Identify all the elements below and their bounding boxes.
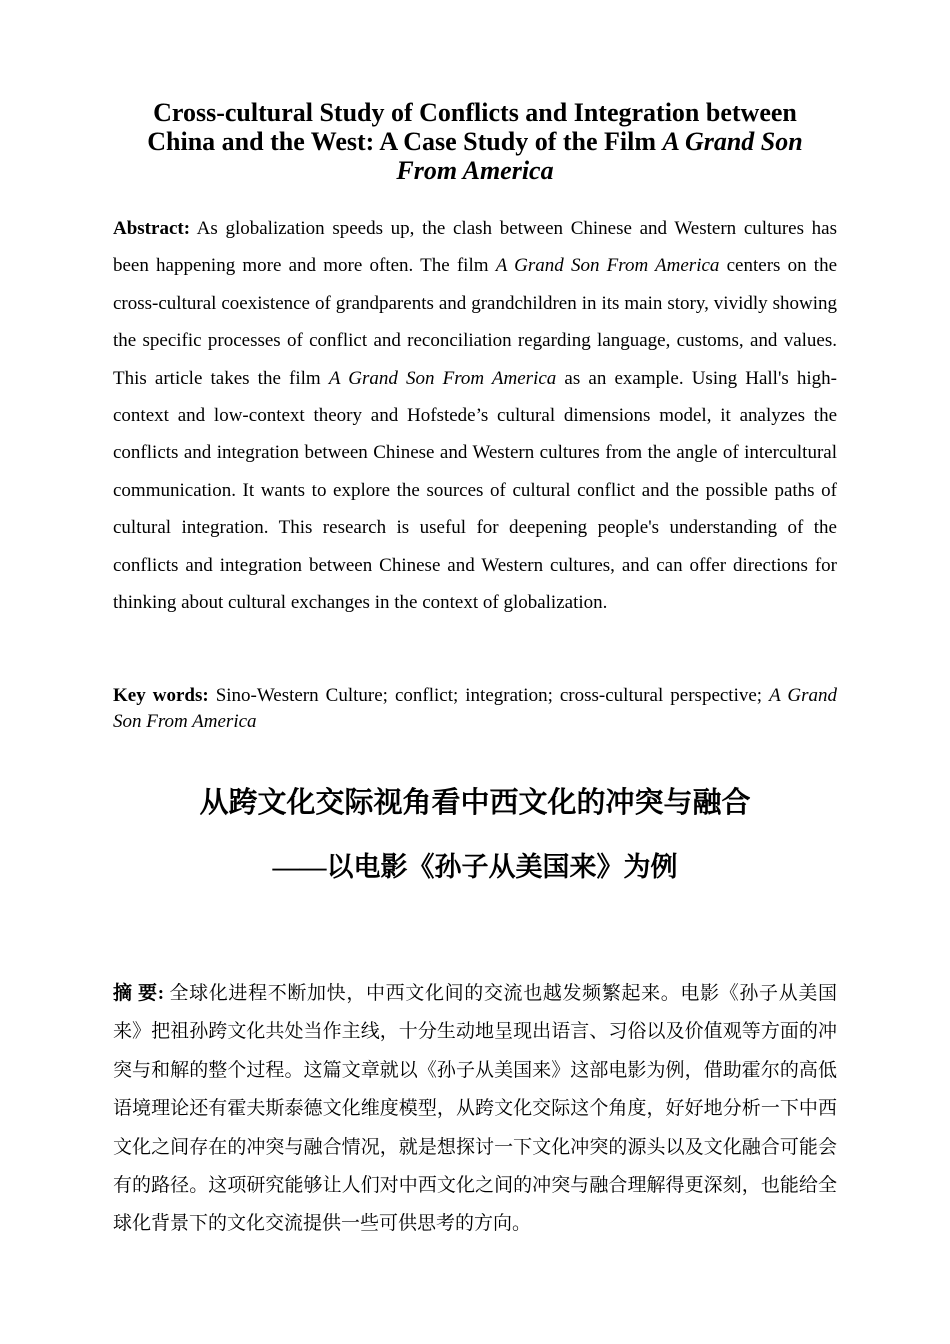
chinese-subtitle: ——以电影《孙子从美国来》为例 [272, 852, 678, 882]
keywords-text: Sino-Western Culture; conflict; integration; cross-cultural perspective; [208, 685, 770, 706]
abstract-label: Abstract: [113, 218, 191, 239]
english-title-text-1: Cross-cultural Study of Conflicts and Integration between [153, 98, 797, 127]
english-keywords-paragraph [113, 683, 837, 735]
film-title-italic: A Grand Son From America [328, 367, 557, 389]
keywords-label: Key words: [113, 685, 209, 706]
chinese-abstract-label: 摘 要: [113, 983, 170, 1004]
film-title-italic: A Grand Son From America [495, 255, 720, 277]
chinese-abstract-text: 全球化进程不断加快，中西文化间的交流也越发频繁起来。电影《孙子从美国来》把祖孙跨文化共处当作主线，十分生动地呈现出语言、习俗以及价值观等方面的冲突与和解的整个过程。这篇文章就以《孙子从美国来》这部电影为例，借助霍尔的高低语境理论还有霍夫斯泰德文化维度模型，从跨文化交际这个角度，好好地分析一下中西文化之间存在的冲突与融合情况，就是想探讨一下文化冲突的源头以及文化融合可能会有的路径。这项研究能够让人们对中西文化之间的冲突与融合理解得更深刻，也能给全球化背景下的文化交流提供一些可供思考的方向。 [113, 983, 837, 1235]
abstract-text-part-3: as an example. Using Hall's high-context and low-context theory and Hofstede’s cultural dimensions model, it analyzes the conflicts and integration between Chinese and Western cultures from the angle of intercultural communication. It wants to explore the sources of cultural conflict and the possible paths of cultural integration. This research is useful for deepening people's understanding of the conflicts and integration between Chinese and Western cultures, and can offer directions for thinking about cultural exchanges in the context of globalization. [113, 367, 837, 614]
film-title-italic: From America [396, 156, 554, 185]
film-title-italic: A Grand Son From America [113, 685, 837, 732]
film-title-italic: A Grand Son [662, 127, 803, 156]
english-title-line-2 [113, 127, 837, 156]
english-title-text-2: China and the West: A Case Study of the Film [147, 127, 663, 156]
chinese-abstract-paragraph [113, 975, 837, 1244]
english-abstract-paragraph [113, 210, 837, 621]
english-title [113, 98, 837, 185]
english-title-line-3 [113, 156, 837, 185]
chinese-title: 从跨文化交际视角看中西文化的冲突与融合 [199, 787, 751, 819]
abstract-text-part-2: centers on the cross-cultural coexistence of grandparents and grandchildren in its main story, vividly showing the specific processes of conflict and reconciliation regarding language, customs, and values. This article takes the film [113, 255, 838, 389]
english-title-line-1 [113, 98, 837, 127]
abstract-text-part-1: As globalization speeds up, the clash between Chinese and Western cultures has been happening more and more often. The film [113, 218, 837, 277]
